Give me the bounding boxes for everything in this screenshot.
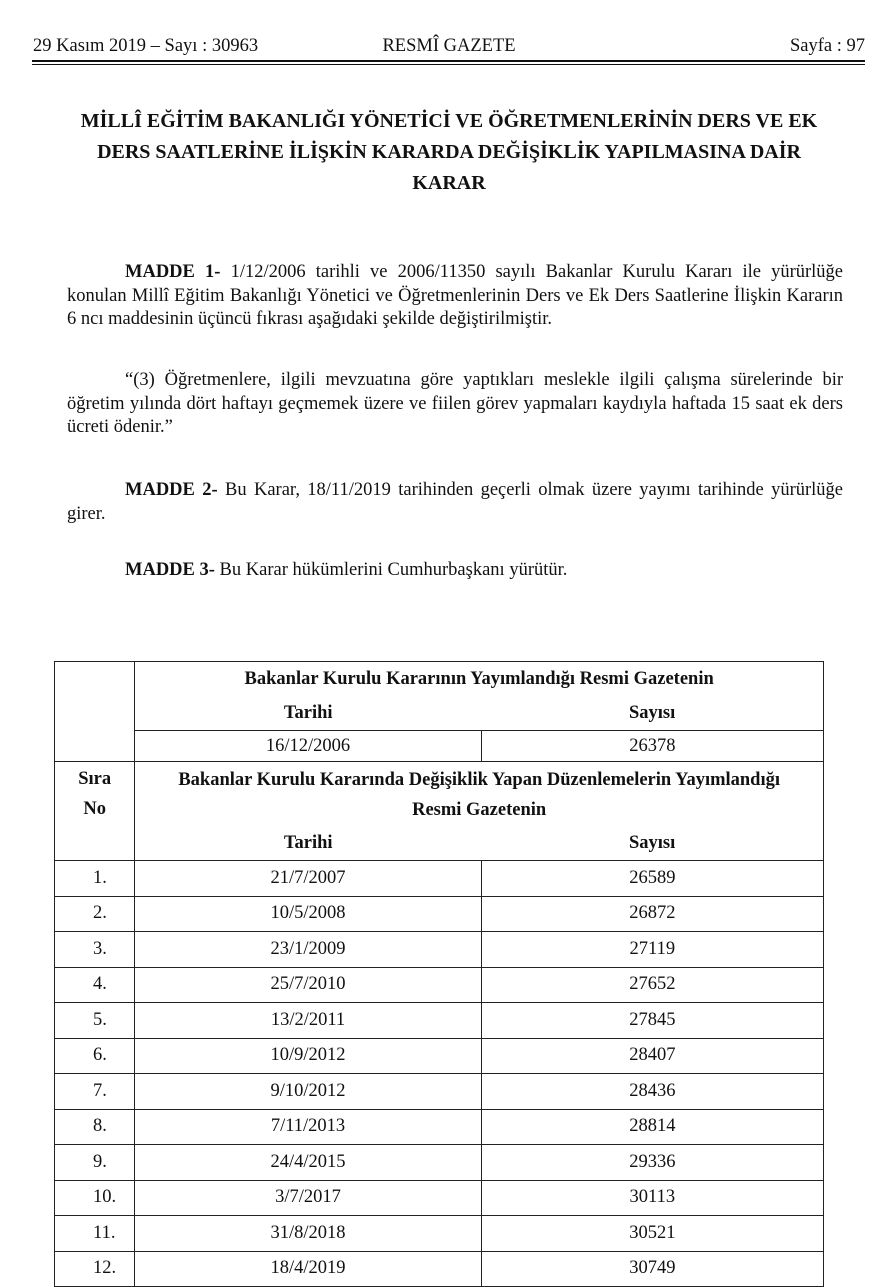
gazette-name: RESMÎ GAZETE xyxy=(382,36,516,56)
table-row xyxy=(55,1074,824,1110)
amendments-header-line-2: Resmi Gazetenin xyxy=(412,799,547,820)
row-number: 8. xyxy=(55,1109,135,1145)
row-number: 3. xyxy=(55,932,135,968)
row-number: 9. xyxy=(55,1145,135,1181)
amendment-history-table xyxy=(54,661,824,1287)
empty-corner-cell xyxy=(55,662,135,762)
row-date: 24/4/2015 xyxy=(135,1145,481,1181)
page-number: Sayfa : 97 xyxy=(789,36,865,56)
row-date: 10/5/2008 xyxy=(135,896,481,932)
row-number: 5. xyxy=(55,1003,135,1039)
page-header xyxy=(33,34,865,58)
document-title xyxy=(70,106,828,199)
row-date: 13/2/2011 xyxy=(135,1003,481,1039)
table-row xyxy=(55,932,824,968)
original-date: 16/12/2006 xyxy=(135,731,481,762)
row-date: 7/11/2013 xyxy=(135,1109,481,1145)
original-decision-header: Bakanlar Kurulu Kararının Yayımlandığı Resmi Gazetenin xyxy=(135,662,824,697)
table-row xyxy=(55,896,824,932)
table-row xyxy=(55,1145,824,1181)
article-1 xyxy=(67,261,843,332)
row-gazette-number: 30521 xyxy=(481,1216,823,1252)
article-3-label: MADDE 3- xyxy=(125,560,215,580)
table-row xyxy=(55,1180,824,1216)
article-1-text: 1/12/2006 tarihli ve 2006/11350 sayılı Bakanlar Kurulu Kararı ile yürürlüğe konulan Millî Eğitim Bakanlığı Yönetici ve Öğretmenlerinin Ders ve Ek Ders Saatlerine İlişkin Kararın 6 ncı maddesinin üçüncü fıkrası aşağıdaki şekilde değiştirilmiştir. xyxy=(67,262,843,329)
row-date: 18/4/2019 xyxy=(135,1251,481,1287)
article-3-text: Bu Karar hükümlerini Cumhurbaşkanı yürütür. xyxy=(219,560,568,580)
article-2-label: MADDE 2- xyxy=(125,480,218,500)
row-gazette-number: 26589 xyxy=(481,861,823,897)
row-gazette-number: 28407 xyxy=(481,1038,823,1074)
row-number: 10. xyxy=(55,1180,135,1216)
table-row xyxy=(55,1251,824,1287)
row-date: 21/7/2007 xyxy=(135,861,481,897)
amendments-header xyxy=(135,762,824,828)
row-number: 12. xyxy=(55,1251,135,1287)
title-line-2: DERS SAATLERİNE İLİŞKİN KARARDA DEĞİŞİKLİK YAPILMASINA DAİR xyxy=(97,141,801,163)
row-date: 31/8/2018 xyxy=(135,1216,481,1252)
row-date: 3/7/2017 xyxy=(135,1180,481,1216)
table-row xyxy=(55,1216,824,1252)
row-gazette-number: 27845 xyxy=(481,1003,823,1039)
row-date: 9/10/2012 xyxy=(135,1074,481,1110)
row-gazette-number: 27119 xyxy=(481,932,823,968)
row-gazette-number: 29336 xyxy=(481,1145,823,1181)
row-number: 6. xyxy=(55,1038,135,1074)
sira-no-header xyxy=(55,762,135,861)
table-row xyxy=(55,861,824,897)
row-gazette-number: 30749 xyxy=(481,1251,823,1287)
title-line-1: MİLLÎ EĞİTİM BAKANLIĞI YÖNETİCİ VE ÖĞRETMENLERİNİN DERS VE EK xyxy=(80,110,818,132)
sayisi-header-2: Sayısı xyxy=(481,828,823,861)
row-gazette-number: 28814 xyxy=(481,1109,823,1145)
table-row xyxy=(55,1109,824,1145)
issue-date-number: 29 Kasım 2019 – Sayı : 30963 xyxy=(33,36,259,56)
table-row xyxy=(55,967,824,1003)
original-number: 26378 xyxy=(481,731,823,762)
amendments-header-line-1: Bakanlar Kurulu Kararında Değişiklik Yapan Düzenlemelerin Yayımlandığı xyxy=(178,769,780,790)
row-number: 1. xyxy=(55,861,135,897)
amended-paragraph-quote xyxy=(67,369,843,440)
title-line-3: KARAR xyxy=(412,172,486,194)
article-1-label: MADDE 1- xyxy=(125,262,221,282)
row-number: 2. xyxy=(55,896,135,932)
row-gazette-number: 27652 xyxy=(481,967,823,1003)
table-row xyxy=(55,1003,824,1039)
table-row xyxy=(55,1038,824,1074)
row-number: 4. xyxy=(55,967,135,1003)
tarihi-header-2: Tarihi xyxy=(135,828,481,861)
tarihi-header-1: Tarihi xyxy=(135,697,481,731)
no-label: No xyxy=(83,799,106,819)
row-number: 7. xyxy=(55,1074,135,1110)
row-gazette-number: 26872 xyxy=(481,896,823,932)
row-date: 23/1/2009 xyxy=(135,932,481,968)
row-gazette-number: 28436 xyxy=(481,1074,823,1110)
row-number: 11. xyxy=(55,1216,135,1252)
header-rule-thick xyxy=(32,60,865,62)
article-2 xyxy=(67,479,843,526)
row-date: 25/7/2010 xyxy=(135,967,481,1003)
row-gazette-number: 30113 xyxy=(481,1180,823,1216)
header-rule-thin xyxy=(32,64,865,65)
row-date: 10/9/2012 xyxy=(135,1038,481,1074)
sira-label: Sıra xyxy=(78,769,112,789)
article-2-text: Bu Karar, 18/11/2019 tarihinden geçerli olmak üzere yayımı tarihinde yürürlüğe girer. xyxy=(67,480,844,524)
quote-text: “(3) Öğretmenlere, ilgili mevzuatına göre yaptıkları meslekle ilgili çalışma sürelerinde bir öğretim yılında dört haftayı geçmemek üzere ve fiilen görev yapmaları kaydıyla haftada 15 saat ek ders ücreti ödenir.” xyxy=(67,370,843,437)
article-3 xyxy=(67,559,843,583)
sayisi-header-1: Sayısı xyxy=(481,697,823,731)
